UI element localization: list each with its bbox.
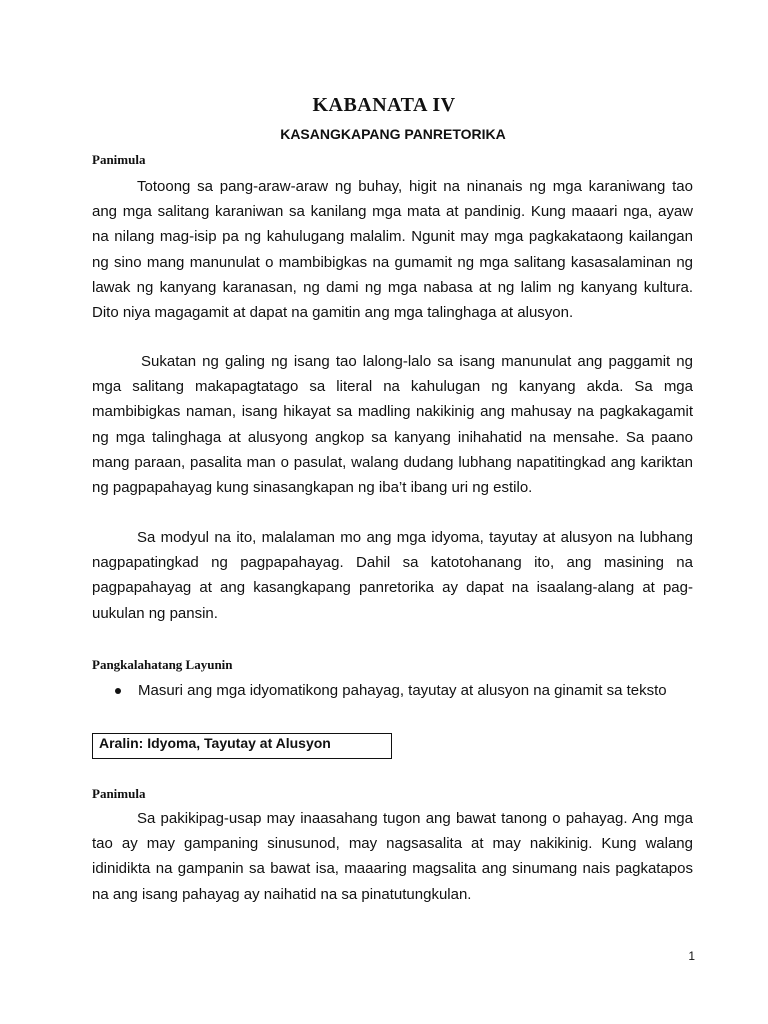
objective-text: Masuri ang mga idyomatikong pahayag, tayutay at alusyon na ginamit sa teksto [138, 682, 667, 699]
chapter-subtitle: KASANGKAPANG PANRETORIKA [280, 126, 506, 142]
intro-paragraph-2: Sukatan ng galing ng isang tao lalong-lalo sa isang manunulat ang paggamit ng mga salitang makapagtatago sa literal na kahulugan ng kanyang akda. Sa mga mambibigkas naman, isang hikayat sa madling nakikinig ang mahusay na pagkakagamit ng mga talinghaga at alusyong angkop sa kanyang inihahatid na mensahe. Sa paano mang paraan, pasalita man o pasulat, walang dudang lubhang napatitingkad ang kariktan ng pagpapahayag kung sinasangkapan ng iba’t ibang uri ng estilo. [92, 353, 693, 497]
bullet-icon [115, 688, 121, 694]
objectives-list [92, 680, 712, 702]
intro-paragraph-1: Totoong sa pang-araw-araw ng buhay, higit na ninanais ng mga karaniwang tao ang mga salitang karaniwan sa kanilang mga mata at pandinig. Kung maaari nga, ayaw na nilang mag-isip pa ng kahulugang malalim. Ngunit may mga pagkakataong kailangan ng sino mang manunulat o mambibigkas na gumamit ng mga salitang kasasalaminan ng lawak ng kanyang karanasan, ng dami ng mga nabasa at ng lalim ng kanyang kultura. Dito niya magagamit at dapat na gamitin ang mga talinghaga at alusyon. [92, 178, 693, 322]
lesson-intro-heading: Panimula [92, 786, 146, 801]
objective-item [92, 680, 712, 702]
intro-heading: Panimula [92, 152, 146, 167]
intro-paragraph-3: Sa modyul na ito, malalaman mo ang mga idyoma, tayutay at alusyon na lubhang nagpapatingkad ng pagpapahayag. Dahil sa katotohanang ito, ang masining na pagpapahayag at ang kasangkapang panretorika ay dapat na isaalang-alang at pag-uukulan ng pansin. [92, 529, 693, 622]
page-number: 1 [688, 949, 695, 963]
lesson-paragraph-1: Sa pakikipag-usap may inaasahang tugon ang bawat tanong o pahayag. Ang mga tao ay may gampaning sinusunod, may nagsasalita at may nakikinig. Kung walang idinidikta na gampanin sa bawat isa, maaaring magsalita ang sinumang nais pagkatapos na ang isang pahayag ay naihatid na sa pinatutungkulan. [92, 810, 693, 903]
objectives-heading: Pangkalahatang Layunin [92, 657, 233, 672]
chapter-title: KABANATA IV [312, 94, 456, 116]
lesson-title-box [92, 733, 392, 759]
lesson-title: Aralin: Idyoma, Tayutay at Alusyon [99, 735, 331, 751]
